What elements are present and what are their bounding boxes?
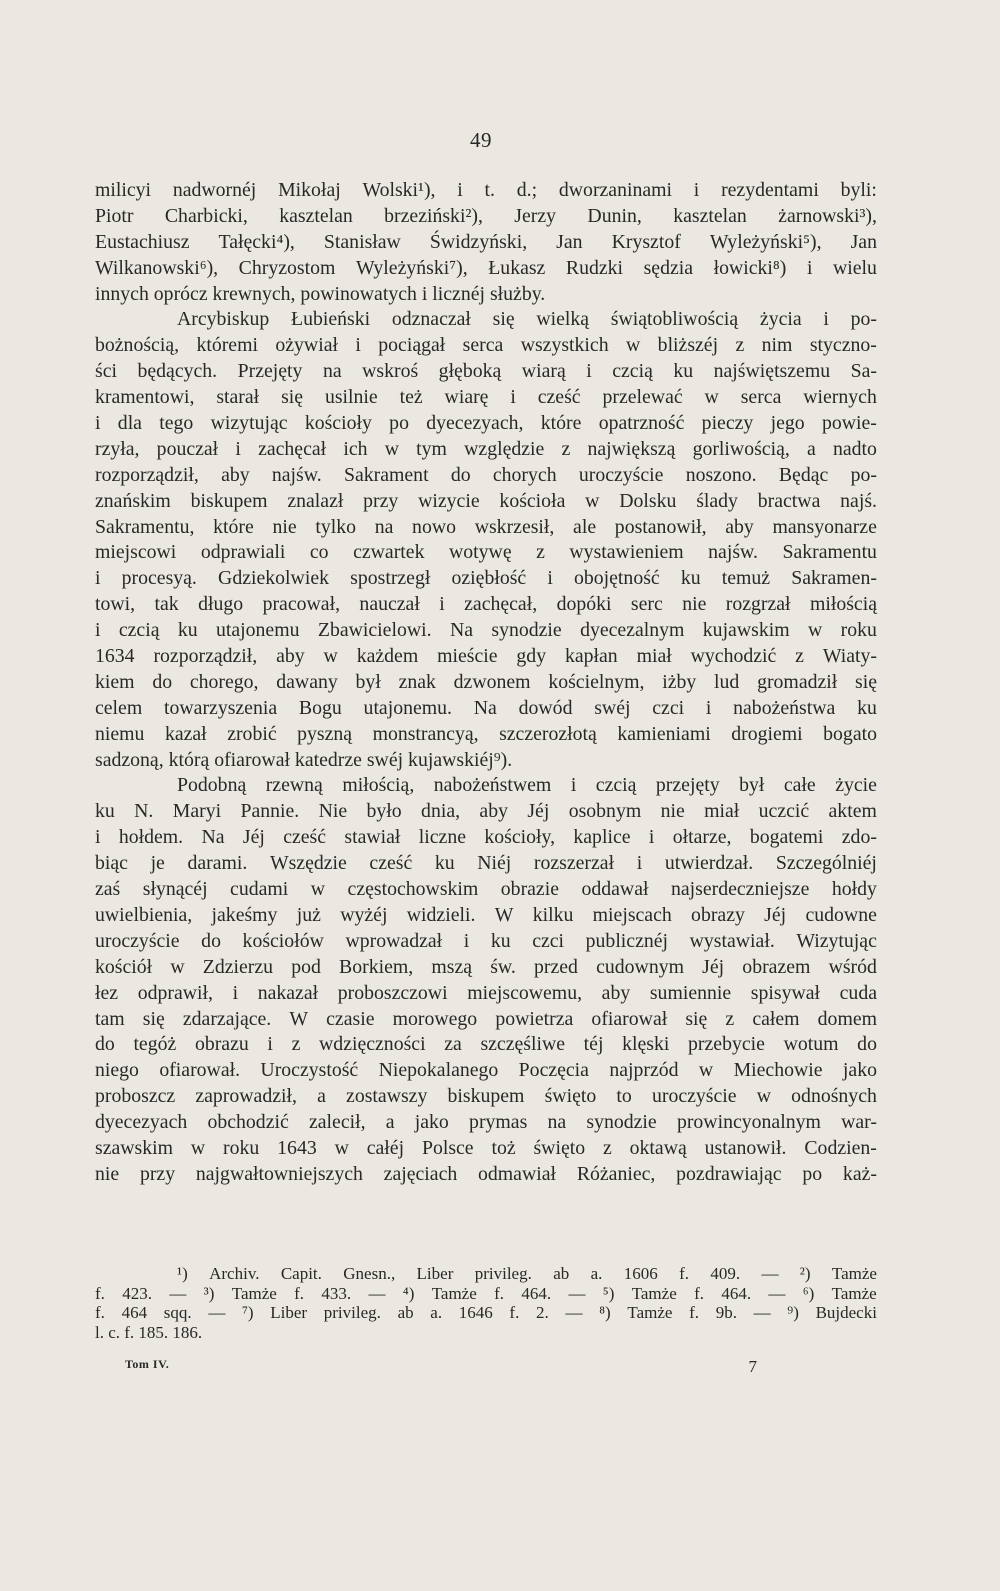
text-line: milicyi nadwornéj Mikołaj Wolski¹), i t. d.; dworzaninami i rezydentami byli: bbox=[95, 179, 877, 201]
signature-row bbox=[125, 1357, 757, 1377]
text-line: zaś słynącéj cudami w częstochowskim obrazie oddawał najserdeczniejsze hołdy bbox=[95, 878, 877, 901]
text-line: Arcybiskup Łubieński odznaczał się wielką świątobliwością życia i po- bbox=[177, 308, 877, 331]
text-line: kościół w Zdzierzu pod Borkiem, mszą św. przed cudownym Jéj obrazem wśród bbox=[95, 955, 877, 978]
page-number: 49 bbox=[470, 128, 492, 152]
text-line: dyecezyach obchodzić zalecił, a jako prymas na synodzie prowincyonalnym war- bbox=[95, 1111, 877, 1134]
text-line: niego ofiarował. Uroczystość Niepokalanego Poczęcia najprzód w Miechowie jako bbox=[95, 1059, 877, 1082]
text-line: proboszcz zaprowadził, a zostawszy biskupem święto to uroczyście w odnośnych bbox=[95, 1085, 877, 1108]
text-line: Piotr Charbicki, kasztelan brzeziński²), Jerzy Dunin, kasztelan żarnowski³), bbox=[95, 204, 877, 227]
text-line: niemu kazał zrobić pyszną monstrancyą, szczerozłotą kamieniami drogiemi bogato bbox=[95, 722, 877, 745]
text-line: Sakramentu, które nie tylko na nowo wskrzesił, ale postanowił, aby mansyonarze bbox=[95, 515, 877, 538]
footnote-line: l. c. f. 185. 186. bbox=[95, 1322, 203, 1342]
footnote-line: f. 464 sqq. — ⁷) Liber privileg. ab a. 1646 f. 2. — ⁸) Tamże f. 9b. — ⁹) Bujdecki bbox=[95, 1303, 877, 1323]
body-text bbox=[95, 178, 877, 1188]
volume-label: Tom IV. bbox=[125, 1357, 170, 1371]
footnote-line: ¹) Archiv. Capit. Gnesn., Liber privileg. ab a. 1606 f. 409. — ²) Tamże bbox=[177, 1264, 877, 1283]
text-line: rzyła, pouczał i zachęcał ich w tym względzie z największą gorliwością, a nadto bbox=[95, 437, 877, 460]
footnote-line: f. 423. — ³) Tamże f. 433. — ⁴) Tamże f. 464. — ⁵) Tamże f. 464. — ⁶) Tamże bbox=[95, 1283, 877, 1303]
text-line: innych oprócz krewnych, powinowatych i licznéj służby. bbox=[95, 282, 546, 305]
text-line: ści będących. Przejęty na wskroś głęboką wiarą i czcią ku najświętszemu Sa- bbox=[95, 360, 877, 383]
text-line: i dla tego wizytując kościoły po dyecezyach, które opatrzność pieczy jego powie- bbox=[95, 412, 877, 435]
text-line: ku N. Maryi Pannie. Nie było dnia, aby Jéj osobnym nie miał uczcić aktem bbox=[95, 800, 877, 823]
text-line: i procesyą. Gdziekolwiek spostrzegł oziębłość i obojętność ku temuż Sakramen- bbox=[95, 567, 877, 590]
text-line: 1634 rozporządził, aby w każdem mieście gdy kapłan miał wychodzić z Wiaty- bbox=[95, 645, 877, 668]
text-line: uwielbienia, jakeśmy już wyżéj widzieli. W kilku miejscach obrazy Jéj cudowne bbox=[95, 903, 877, 926]
text-line: Eustachiusz Tałęcki⁴), Stanisław Świdzyński, Jan Krysztof Wyleżyński⁵), Jan bbox=[95, 230, 877, 253]
text-line: kiem do chorego, dawany był znak dzwonem kościelnym, iżby lud gromadził się bbox=[95, 670, 877, 693]
text-line: miejscowi odprawiali co czwartek wotywę z wystawieniem najśw. Sakramentu bbox=[95, 541, 877, 564]
text-line: szawskim w roku 1643 w całéj Polsce toż święto z oktawą ustanowił. Codzien- bbox=[95, 1136, 877, 1159]
text-line: nie przy najgwałtowniejszych zajęciach odmawiał Różaniec, pozdrawiając po każ- bbox=[95, 1162, 877, 1185]
text-line: rozporządził, aby najśw. Sakrament do chorych uroczyście noszono. Będąc po- bbox=[95, 463, 877, 486]
sheet-signature: 7 bbox=[748, 1357, 757, 1376]
text-line: uroczyście do kościołów wprowadzał i ku czci publicznéj wystawiał. Wizytując bbox=[95, 929, 877, 952]
text-line: znańskim biskupem znalazł przy wizycie kościoła w Dolsku ślady bractwa najś. bbox=[95, 489, 877, 512]
text-line: tam się zdarzające. W czasie morowego powietrza ofiarował się z całem domem bbox=[95, 1007, 877, 1030]
text-line: do tegóż obrazu i z wdzięczności za szczęśliwe téj klęski przebycie wotum do bbox=[95, 1033, 877, 1056]
text-line: celem towarzyszenia Bogu utajonemu. Na dowód swéj czci i nabożeństwa ku bbox=[95, 696, 877, 719]
text-line: towi, tak długo pracował, nauczał i zachęcał, dopóki serc nie rozgrzał miłością bbox=[95, 593, 877, 616]
text-line: Wilkanowski⁶), Chryzostom Wyleżyński⁷), Łukasz Rudzki sędzia łowicki⁸) i wielu bbox=[95, 256, 877, 279]
text-line: łez odprawił, i nakazał proboszczowi miejscowemu, aby sumiennie spisywał cuda bbox=[95, 981, 877, 1004]
text-line: kramentowi, starał się usilnie też wiarę i cześć przelewać w serca wiernych bbox=[95, 386, 877, 409]
text-line: i czcią ku utajonemu Zbawicielowi. Na synodzie dyecezalnym kujawskim w roku bbox=[95, 619, 877, 642]
text-line: bożnością, któremi ożywiał i pociągał serca wszystkich w bliższéj z nim styczno- bbox=[95, 334, 877, 357]
text-line: biąc je darami. Wszędzie cześć ku Niéj rozszerzał i utwierdzał. Szczególniéj bbox=[95, 852, 877, 875]
footnotes bbox=[95, 1264, 877, 1342]
text-line: Podobną rzewną miłością, nabożeństwem i czcią przejęty był całe życie bbox=[177, 774, 877, 797]
text-line: i hołdem. Na Jéj cześć stawiał liczne kościoły, kaplice i ołtarze, bogatemi zdo- bbox=[95, 826, 877, 849]
text-line: sadzoną, którą ofiarował katedrze swéj kujawskiéj⁹). bbox=[95, 748, 513, 771]
